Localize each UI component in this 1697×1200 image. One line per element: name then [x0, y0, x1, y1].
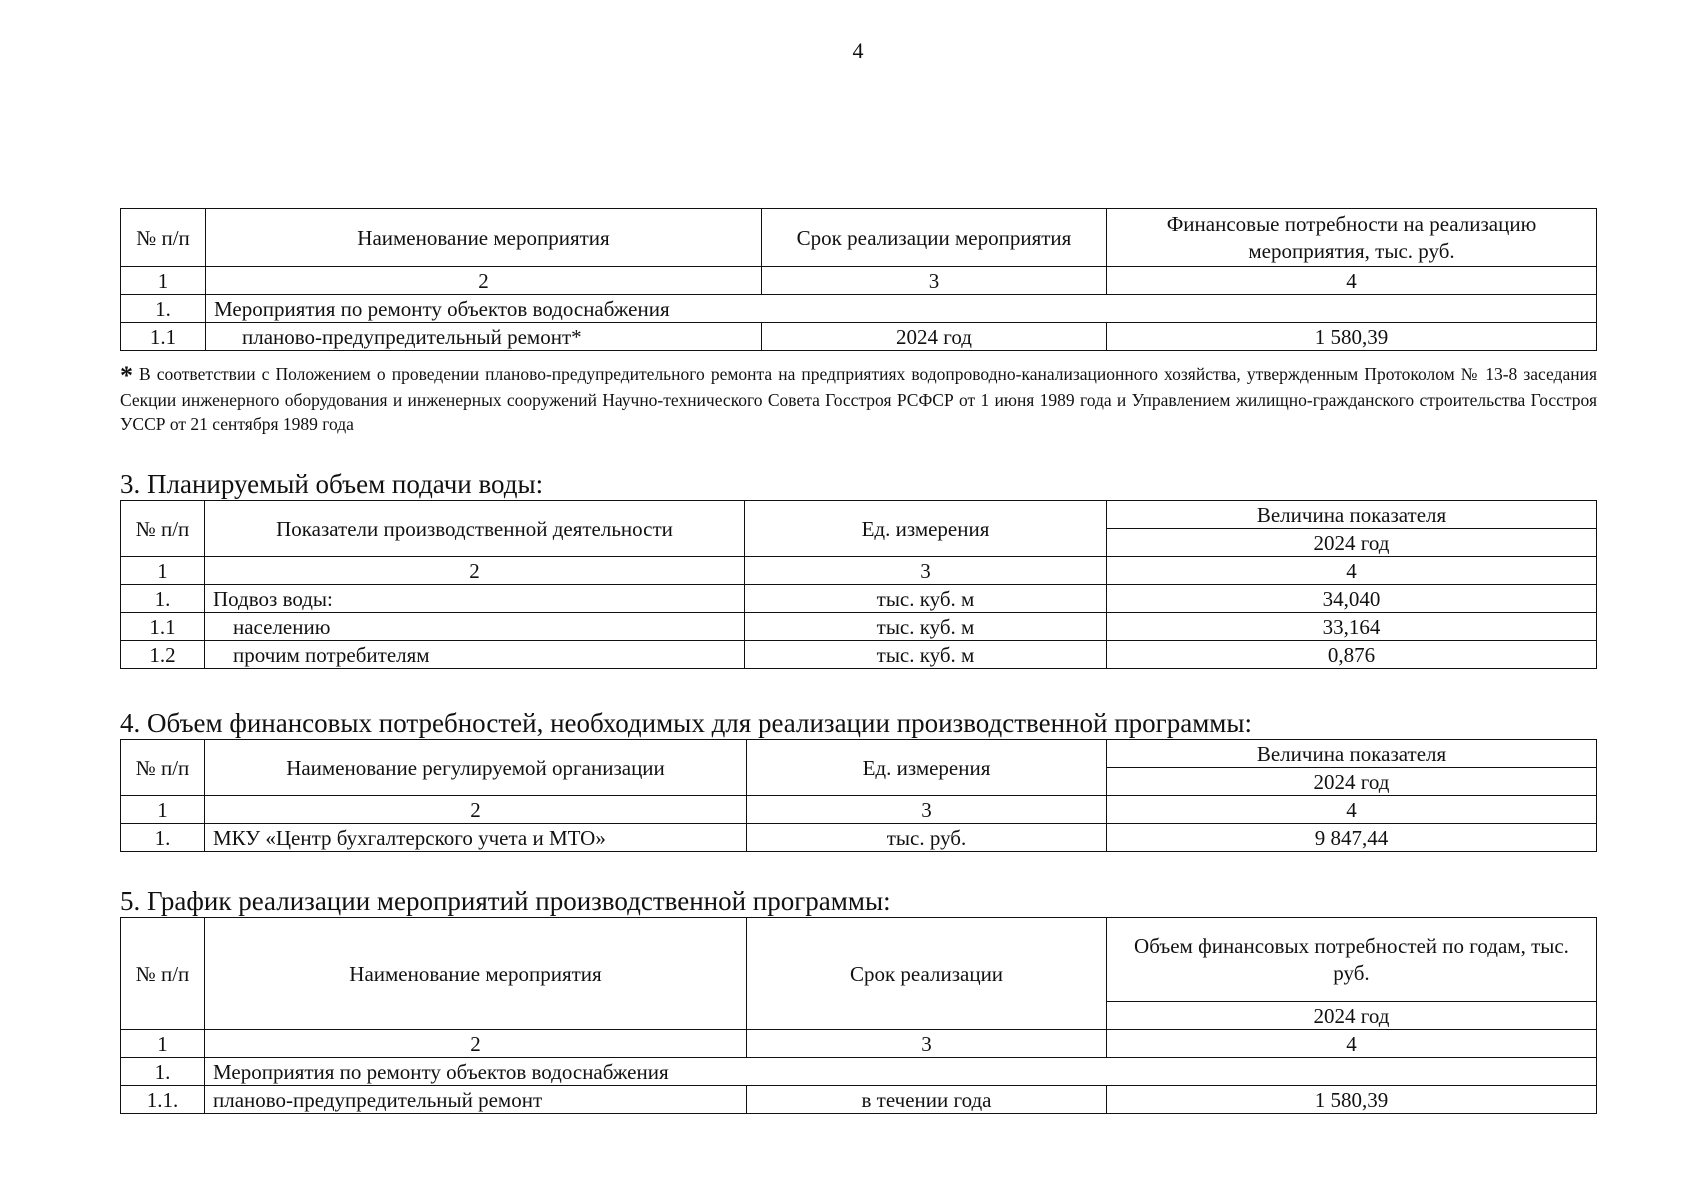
- section-4-title: 4. Объем финансовых потребностей, необходимых для реализации производственной программы:: [120, 708, 1253, 738]
- header-name: Наименование мероприятия: [205, 918, 747, 1030]
- row-value: 33,164: [1107, 613, 1597, 641]
- header-unit: Ед. измерения: [747, 740, 1107, 796]
- group-label: Мероприятия по ремонту объектов водоснабжения: [205, 1058, 1597, 1086]
- section-3-title: 3. Планируемый объем подачи воды:: [120, 469, 544, 499]
- row-unit: тыс. куб. м: [745, 585, 1107, 613]
- row-unit: тыс. куб. м: [745, 613, 1107, 641]
- schedule-table: [120, 917, 1597, 1114]
- col-number: 4: [1107, 796, 1597, 824]
- table-row: [121, 613, 1597, 641]
- row-name: Подвоз воды:: [205, 585, 745, 613]
- footnote: [120, 362, 1597, 436]
- row-term: в течении года: [747, 1086, 1107, 1114]
- header-year: 2024 год: [1107, 1002, 1597, 1030]
- col-number: 3: [745, 557, 1107, 585]
- header-name: Наименование регулируемой организации: [205, 740, 747, 796]
- header-term: Срок реализации: [747, 918, 1107, 1030]
- header-term: Срок реализации мероприятия: [762, 209, 1107, 267]
- row-name: прочим потребителям: [205, 641, 745, 669]
- col-number: 4: [1107, 267, 1597, 295]
- row-value: 1 580,39: [1107, 1086, 1597, 1114]
- page-number: 4: [852, 38, 864, 63]
- col-number: 2: [205, 796, 747, 824]
- row-value: 34,040: [1107, 585, 1597, 613]
- col-number: 4: [1107, 557, 1597, 585]
- table-row: [121, 323, 1597, 351]
- row-value: 1 580,39: [1107, 323, 1597, 351]
- row-name: планово-предупредительный ремонт*: [206, 323, 762, 351]
- row-name: планово-предупредительный ремонт: [205, 1086, 747, 1114]
- col-number: 1: [121, 1030, 205, 1058]
- col-number: 4: [1107, 1030, 1597, 1058]
- header-num: № п/п: [121, 501, 205, 557]
- row-unit: тыс. руб.: [747, 824, 1107, 852]
- section-5-title: 5. График реализации мероприятий производственной программы:: [120, 886, 891, 916]
- table-row: [121, 824, 1597, 852]
- table-row: [121, 641, 1597, 669]
- footnote-text: В соответствии с Положением о проведении планово-предупредительного ремонта на предприятиях водопроводно-канализационного хозяйства, утвержденным Протоколом № 13-8 заседания Секции инженерного оборудования и инженерных сооружений Научно-технического Совета Госстроя РСФСР от 1 июня 1989 года и Управлением жилищно-гражданского строительства Госстроя УССР от 21 сентября 1989 года: [120, 364, 1597, 434]
- col-number: 2: [205, 557, 745, 585]
- water-supply-table: [120, 500, 1597, 669]
- col-number: 2: [206, 267, 762, 295]
- header-year: 2024 год: [1107, 529, 1597, 557]
- row-num: 1.: [121, 824, 205, 852]
- table-row: [121, 295, 1597, 323]
- footnote-star: *: [120, 361, 133, 390]
- financial-needs-table: [120, 739, 1597, 852]
- header-num: № п/п: [121, 209, 206, 267]
- table-row: [121, 1058, 1597, 1086]
- header-finance: Объем финансовых потребностей по годам, тыс. руб.: [1107, 918, 1597, 1002]
- row-num: 1.: [121, 585, 205, 613]
- col-number: 3: [762, 267, 1107, 295]
- row-name: населению: [205, 613, 745, 641]
- row-value: 0,876: [1107, 641, 1597, 669]
- row-unit: тыс. куб. м: [745, 641, 1107, 669]
- col-number: 2: [205, 1030, 747, 1058]
- row-name: МКУ «Центр бухгалтерского учета и МТО»: [205, 824, 747, 852]
- measures-table: [120, 208, 1597, 351]
- header-num: № п/п: [121, 918, 205, 1030]
- header-value: Величина показателя: [1107, 501, 1597, 529]
- row-num: 1.1: [121, 613, 205, 641]
- table-row: [121, 585, 1597, 613]
- col-number: 3: [747, 1030, 1107, 1058]
- col-number: 3: [747, 796, 1107, 824]
- col-number: 1: [121, 557, 205, 585]
- row-num: 1.1.: [121, 1086, 205, 1114]
- row-num: 1.1: [121, 323, 206, 351]
- header-name: Показатели производственной деятельности: [205, 501, 745, 557]
- header-finance: Финансовые потребности на реализацию мероприятия, тыс. руб.: [1107, 209, 1597, 267]
- row-num: 1.: [121, 295, 206, 323]
- row-num: 1.: [121, 1058, 205, 1086]
- row-value: 9 847,44: [1107, 824, 1597, 852]
- header-name: Наименование мероприятия: [206, 209, 762, 267]
- row-term: 2024 год: [762, 323, 1107, 351]
- table-row: [121, 1086, 1597, 1114]
- row-num: 1.2: [121, 641, 205, 669]
- header-num: № п/п: [121, 740, 205, 796]
- col-number: 1: [121, 796, 205, 824]
- group-label: Мероприятия по ремонту объектов водоснабжения: [206, 295, 1597, 323]
- col-number: 1: [121, 267, 206, 295]
- header-value: Величина показателя: [1107, 740, 1597, 768]
- header-unit: Ед. измерения: [745, 501, 1107, 557]
- header-year: 2024 год: [1107, 768, 1597, 796]
